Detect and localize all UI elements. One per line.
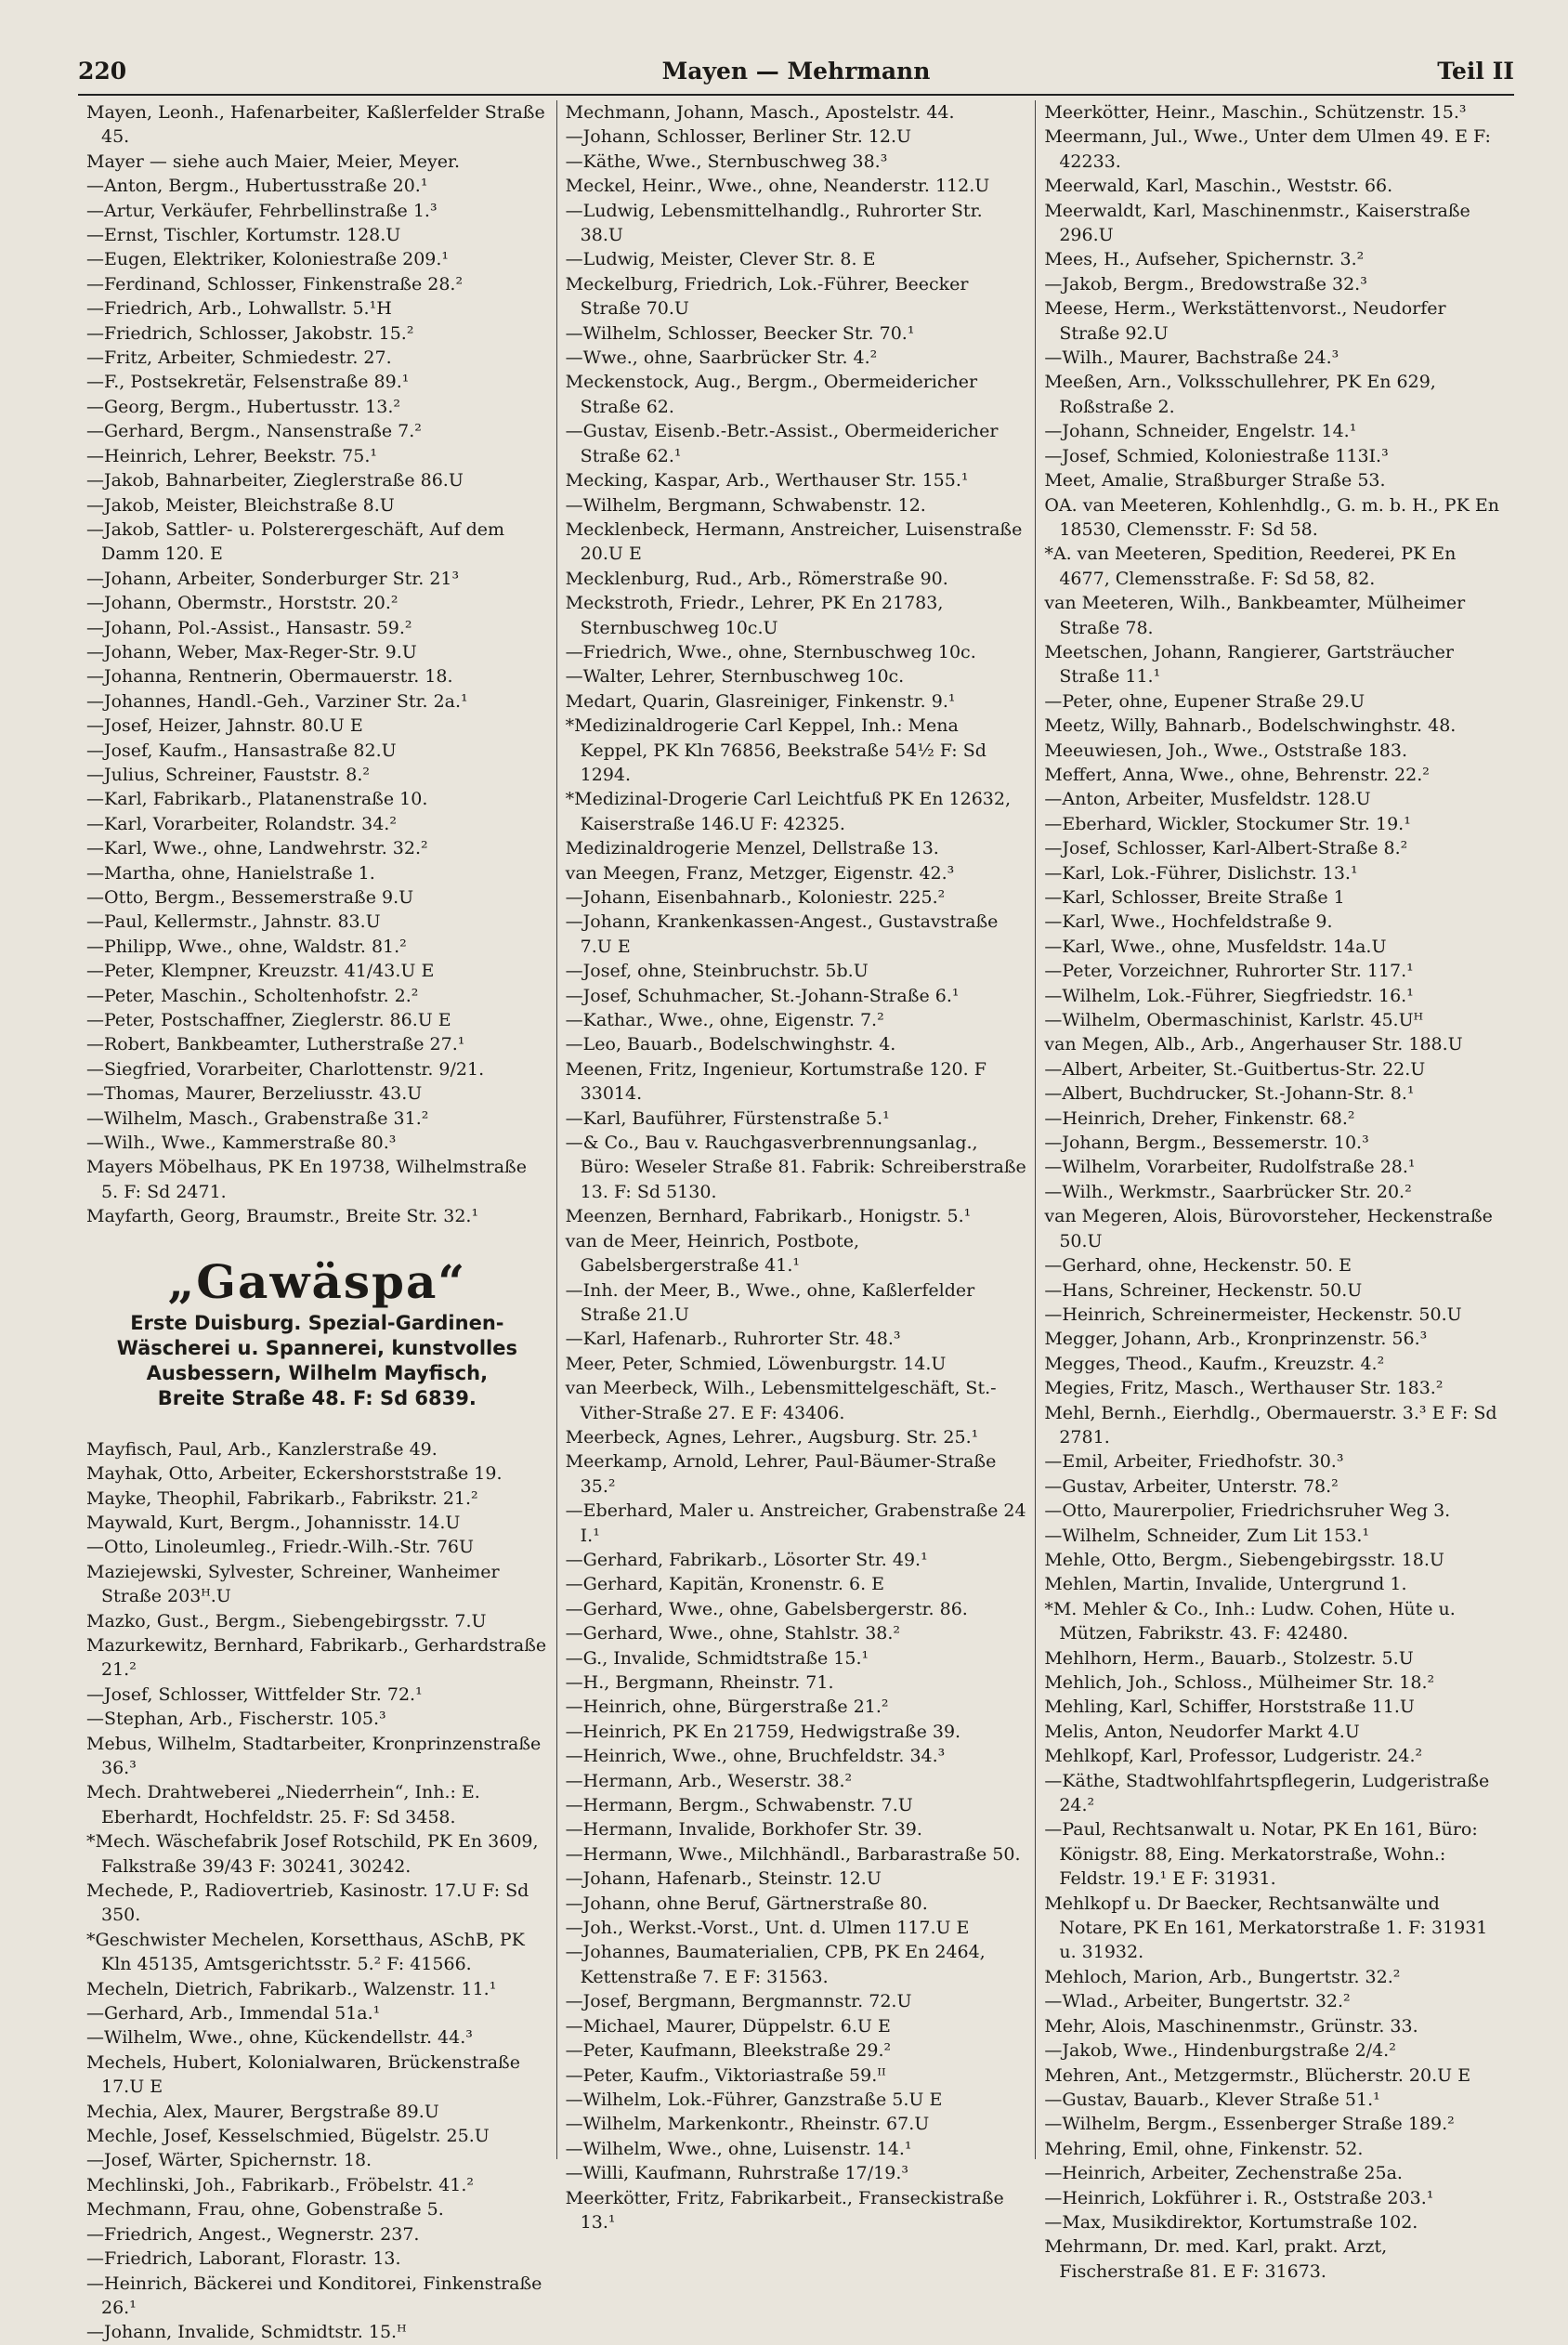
directory-entry: —Heinrich, PK En 21759, Hedwigstraße 39. bbox=[565, 1721, 961, 1742]
directory-entry: —Gerhard, ohne, Heckenstr. 50. E bbox=[1044, 1255, 1352, 1277]
directory-entry: —Friedrich, Schlosser, Jakobstr. 15.² bbox=[86, 322, 414, 344]
directory-entry: —Johanna, Rentnerin, Obermauerstr. 18. bbox=[86, 666, 453, 688]
directory-entry: Mecklenburg, Rud., Arb., Römerstraße 90. bbox=[565, 568, 948, 589]
page-header bbox=[78, 58, 1514, 95]
column-3 bbox=[1035, 100, 1514, 2282]
directory-entry: —Otto, Maurerpolier, Friedrichsruher Weg 3. bbox=[1044, 1500, 1451, 1522]
directory-entry: —Karl, Fabrikarb., Platanenstraße 10. bbox=[86, 789, 428, 810]
directory-entry: —Paul, Rechtsanwalt u. Notar, PK En 161, Büro: Königstr. 88, Eing. Merkatorstraße, Wohn.: Feldstr. 19.¹ E F: 31931. bbox=[1044, 1819, 1478, 1890]
directory-entry: Meerwaldt, Karl, Maschinenmstr., Kaiserstraße 296.U bbox=[1044, 200, 1470, 246]
directory-entry: —Johann, Schneider, Engelstr. 14.¹ bbox=[1044, 421, 1357, 442]
directory-entry: van Megeren, Alois, Bürovorsteher, Heckenstraße 50.U bbox=[1044, 1206, 1493, 1251]
directory-entry: Mayke, Theophil, Fabrikarb., Fabrikstr. 21.² bbox=[86, 1487, 478, 1509]
directory-entry: Maywald, Kurt, Bergm., Johannisstr. 14.U bbox=[86, 1512, 461, 1533]
directory-entry: —Friedrich, Wwe., ohne, Sternbuschweg 10c. bbox=[565, 641, 976, 662]
directory-entry: —Jakob, Wwe., Hindenburgstraße 2/4.² bbox=[1044, 2040, 1396, 2062]
directory-entry: —Willi, Kaufmann, Ruhrstraße 17/19.³ bbox=[565, 2163, 908, 2184]
ad-line: Erste Duisburg. Spezial-Gardinen- bbox=[130, 1311, 504, 1334]
directory-entry: Mehle, Otto, Bergm., Siebengebirgsstr. 18.U bbox=[1044, 1549, 1444, 1570]
directory-entry: Mehrmann, Dr. med. Karl, prakt. Arzt, Fischerstraße 81. E F: 31673. bbox=[1044, 2236, 1388, 2282]
directory-entry: Mehlkopf, Karl, Professor, Ludgeristr. 24.² bbox=[1044, 1746, 1423, 1767]
directory-entry: —Hermann, Invalide, Borkhofer Str. 39. bbox=[565, 1819, 922, 1841]
directory-entry: Mehring, Emil, ohne, Finkenstr. 52. bbox=[1044, 2138, 1364, 2159]
directory-entry: —Johann, Schlosser, Berliner Str. 12.U bbox=[565, 126, 912, 148]
directory-entry: Medizinaldrogerie Menzel, Dellstraße 13. bbox=[565, 838, 939, 859]
directory-entry: —Otto, Bergm., Bessemerstraße 9.U bbox=[86, 887, 414, 908]
directory-entry: —Emil, Arbeiter, Friedhofstr. 30.³ bbox=[1044, 1451, 1344, 1473]
directory-entry: —Käthe, Wwe., Sternbuschweg 38.³ bbox=[565, 151, 888, 172]
directory-entry: Mebus, Wilhelm, Stadtarbeiter, Kronprinzenstraße 36.³ bbox=[86, 1733, 542, 1778]
directory-entry: Mayfisch, Paul, Arb., Kanzlerstraße 49. bbox=[86, 1438, 438, 1460]
directory-entry: Megges, Theod., Kaufm., Kreuzstr. 4.² bbox=[1044, 1353, 1385, 1374]
directory-entry: —Gustav, Bauarb., Klever Straße 51.¹ bbox=[1044, 2089, 1380, 2110]
directory-entry: —Eberhard, Maler u. Anstreicher, Grabenstraße 24 I.¹ bbox=[565, 1500, 1026, 1546]
directory-entry: Meet, Amalie, Straßburger Straße 53. bbox=[1044, 470, 1386, 491]
directory-entry: Mechle, Josef, Kesselschmied, Bügelstr. 25.U bbox=[86, 2126, 490, 2147]
directory-entry: Mehren, Ant., Metzgermstr., Blücherstr. 20.U E bbox=[1044, 2064, 1471, 2086]
directory-entry: —Hermann, Wwe., Milchhändl., Barbarastraße 50. bbox=[565, 1843, 1021, 1865]
directory-entry: —Johann, Hafenarb., Steinstr. 12.U bbox=[565, 1868, 882, 1890]
directory-entry: Mechels, Hubert, Kolonialwaren, Brückenstraße 17.U E bbox=[86, 2051, 520, 2098]
ad-line: Ausbessern, Wilhelm Mayfisch, bbox=[146, 1361, 489, 1384]
directory-entry: —Karl, Vorarbeiter, Rolandstr. 34.² bbox=[86, 813, 397, 834]
directory-entry: —Wilhelm, Lok.-Führer, Ganzstraße 5.U E bbox=[565, 2089, 943, 2110]
directory-entry: —Josef, Schlosser, Karl-Albert-Straße 8.² bbox=[1044, 838, 1408, 859]
directory-entry: Mayen, Leonh., Hafenarbeiter, Kaßlerfelder Straße 45. bbox=[86, 102, 545, 148]
directory-entry: —Wilhelm, Masch., Grabenstraße 31.² bbox=[86, 1107, 429, 1129]
part-label: Teil II bbox=[1437, 58, 1514, 85]
directory-entry: Meerwald, Karl, Maschin., Weststr. 66. bbox=[1044, 176, 1393, 197]
directory-entry: —Josef, Heizer, Jahnstr. 80.U E bbox=[86, 715, 363, 737]
directory-entry: *Medizinaldrogerie Carl Keppel, Inh.: Mena Keppel, PK Kln 76856, Beekstraße 54½ F: Sd 1294. bbox=[565, 715, 987, 785]
directory-entry: —Peter, Vorzeichner, Ruhrorter Str. 117.¹ bbox=[1044, 961, 1414, 982]
directory-entry: —Gerhard, Wwe., ohne, Gabelsbergerstr. 86. bbox=[565, 1598, 968, 1619]
directory-entry: Meeßen, Arn., Volksschullehrer, PK En 629, Roßstraße 2. bbox=[1044, 372, 1436, 417]
directory-entry: —Eberhard, Wickler, Stockumer Str. 19.¹ bbox=[1044, 813, 1411, 834]
directory-entry: —Heinrich, Arbeiter, Zechenstraße 25a. bbox=[1044, 2163, 1403, 2184]
directory-entry: —Jakob, Bahnarbeiter, Zieglerstraße 86.U bbox=[86, 470, 464, 491]
directory-entry: —Käthe, Stadtwohlfahrtspflegerin, Ludgeristraße 24.² bbox=[1044, 1770, 1490, 1816]
directory-entry: —Eugen, Elektriker, Koloniestraße 209.¹ bbox=[86, 249, 450, 270]
directory-entry: Mazurkewitz, Bernhard, Fabrikarb., Gerhardstraße 21.² bbox=[86, 1634, 547, 1681]
directory-entry: —Joh., Werkst.-Vorst., Unt. d. Ulmen 117.U E bbox=[565, 1918, 970, 1939]
directory-entry: Meetz, Willy, Bahnarb., Bodelschwinghstr. 48. bbox=[1044, 715, 1457, 737]
directory-entry: —Philipp, Wwe., ohne, Waldstr. 81.² bbox=[86, 936, 407, 957]
directory-entry: Mehlkopf u. Dr Baecker, Rechtsanwälte und Notare, PK En 161, Merkatorstraße 1. F: 31931 u. 31932. bbox=[1044, 1893, 1488, 1963]
directory-entry: —Johann, Invalide, Schmidtstr. 15.ᴴ bbox=[86, 2322, 407, 2343]
directory-entry: —Josef, Wärter, Spichernstr. 18. bbox=[86, 2150, 372, 2171]
directory-entry: —Walter, Lehrer, Sternbuschweg 10c. bbox=[565, 666, 905, 688]
directory-entry: Mayfarth, Georg, Braumstr., Breite Str. 32.¹ bbox=[86, 1206, 479, 1227]
column-1-entries bbox=[86, 100, 548, 1229]
directory-entry: Meffert, Anna, Wwe., ohne, Behrenstr. 22.² bbox=[1044, 764, 1430, 785]
directory-entry: —Johann, ohne Beruf, Gärtnerstraße 80. bbox=[565, 1893, 928, 1914]
directory-entry: —Inh. der Meer, B., Wwe., ohne, Kaßlerfelder Straße 21.U bbox=[565, 1279, 975, 1325]
directory-entry: Melis, Anton, Neudorfer Markt 4.U bbox=[1044, 1721, 1360, 1742]
column-3-entries bbox=[1044, 100, 1506, 2284]
directory-entry: —Georg, Bergm., Hubertusstr. 13.² bbox=[86, 396, 400, 417]
directory-entry: —Karl, Lok.-Führer, Dislichstr. 13.¹ bbox=[1044, 862, 1358, 884]
directory-entry: van Meegen, Franz, Metzger, Eigenstr. 42.³ bbox=[565, 862, 955, 884]
directory-entry: —Wilhelm, Schlosser, Beecker Str. 70.¹ bbox=[565, 322, 915, 344]
directory-entry: —Leo, Bauarb., Bodelschwinghstr. 4. bbox=[565, 1034, 896, 1055]
directory-entry: —Wilh., Werkmstr., Saarbrücker Str. 20.² bbox=[1044, 1181, 1412, 1202]
directory-entry: Meerkötter, Heinr., Maschin., Schützenstr. 15.³ bbox=[1044, 102, 1467, 123]
directory-entry: Mehling, Karl, Schiffer, Horststraße 11.U bbox=[1044, 1697, 1415, 1718]
directory-entry: Mehloch, Marion, Arb., Bungertstr. 32.² bbox=[1044, 1966, 1401, 1987]
directory-entry: —Hans, Schreiner, Heckenstr. 50.U bbox=[1044, 1279, 1363, 1301]
directory-entry: —Hermann, Bergm., Schwabenstr. 7.U bbox=[565, 1795, 913, 1816]
directory-entry: Meckelburg, Friedrich, Lok.-Führer, Beecker Straße 70.U bbox=[565, 273, 969, 320]
directory-entry: Medart, Quarin, Glasreiniger, Finkenstr. 9.¹ bbox=[565, 690, 956, 712]
directory-entry: Mechia, Alex, Maurer, Bergstraße 89.U bbox=[86, 2101, 439, 2122]
directory-entry: —Karl, Wwe., ohne, Musfeldstr. 14a.U bbox=[1044, 936, 1387, 957]
directory-entry: —Johann, Krankenkassen-Angest., Gustavstraße 7.U E bbox=[565, 911, 999, 957]
directory-entry: Mecheln, Dietrich, Fabrikarb., Walzenstr. 11.¹ bbox=[86, 1978, 497, 1999]
directory-entry: Mees, H., Aufseher, Spichernstr. 3.² bbox=[1044, 249, 1365, 270]
directory-entry: van Meeteren, Wilh., Bankbeamter, Mülheimer Straße 78. bbox=[1044, 593, 1466, 638]
directory-entry: *Geschwister Mechelen, Korsetthaus, ASchB, PK Kln 45135, Amtsgerichtsstr. 5.² F: 41566. bbox=[86, 1929, 525, 1975]
column-2 bbox=[556, 100, 1036, 2233]
directory-entry: —Gerhard, Bergm., Nansenstraße 7.² bbox=[86, 421, 422, 442]
directory-entry: —Wilhelm, Bergm., Essenberger Straße 189.² bbox=[1044, 2114, 1455, 2135]
directory-entry: —Artur, Verkäufer, Fehrbellinstraße 1.³ bbox=[86, 200, 438, 221]
directory-entry: —Peter, ohne, Eupener Straße 29.U bbox=[1044, 690, 1365, 712]
directory-entry: —Ernst, Tischler, Kortumstr. 128.U bbox=[86, 225, 401, 246]
directory-entry: —Heinrich, Bäckerei und Konditorei, Finkenstraße 26.¹ bbox=[86, 2273, 542, 2318]
directory-entry: —Wilhelm, Obermaschinist, Karlstr. 45.Uᴴ bbox=[1044, 1010, 1424, 1031]
directory-entry: —Gerhard, Arb., Immendal 51a.¹ bbox=[86, 2003, 381, 2024]
directory-entry: —Thomas, Maurer, Berzeliusstr. 43.U bbox=[86, 1083, 423, 1105]
directory-entry: Meckel, Heinr., Wwe., ohne, Neanderstr. 112.U bbox=[565, 176, 990, 197]
directory-entry: *Medizinal-Drogerie Carl Leichtfuß PK En 12632, Kaiserstraße 146.U F: 42325. bbox=[565, 789, 1012, 834]
directory-entry: Mayers Möbelhaus, PK En 19738, Wilhelmstraße 5. F: Sd 2471. bbox=[86, 1157, 527, 1202]
directory-entry: —Martha, ohne, Hanielstraße 1. bbox=[86, 862, 375, 884]
directory-entry: —Josef, Schuhmacher, St.-Johann-Straße 6.¹ bbox=[565, 985, 960, 1006]
directory-entry: —Anton, Bergm., Hubertusstraße 20.¹ bbox=[86, 176, 428, 197]
directory-entry: Mechlinski, Joh., Fabrikarb., Fröbelstr. 41.² bbox=[86, 2174, 475, 2195]
directory-entry: —Heinrich, Dreher, Finkenstr. 68.² bbox=[1044, 1107, 1355, 1129]
directory-entry: Mayer — siehe auch Maier, Meier, Meyer. bbox=[86, 151, 460, 172]
directory-entry: —Karl, Wwe., Hochfeldstraße 9. bbox=[1044, 911, 1333, 933]
directory-entry: —Friedrich, Arb., Lohwallstr. 5.¹H bbox=[86, 298, 392, 320]
directory-entry: —Johann, Pol.-Assist., Hansastr. 59.² bbox=[86, 617, 412, 638]
directory-page bbox=[78, 58, 1514, 2343]
directory-entry: —Ludwig, Meister, Clever Str. 8. E bbox=[565, 249, 876, 270]
directory-entry: —Peter, Kaufmann, Bleekstraße 29.² bbox=[565, 2040, 892, 2062]
directory-entry: Mechmann, Johann, Masch., Apostelstr. 44. bbox=[565, 102, 955, 123]
directory-entry: Meenzen, Bernhard, Fabrikarb., Honigstr. 5.¹ bbox=[565, 1206, 972, 1227]
directory-entry: Mayhak, Otto, Arbeiter, Eckershorststraße 19. bbox=[86, 1463, 503, 1485]
directory-entry: Meerbeck, Agnes, Lehrer., Augsburg. Str. 25.¹ bbox=[565, 1426, 979, 1448]
directory-entry: —Gerhard, Wwe., ohne, Stahlstr. 38.² bbox=[565, 1623, 901, 1644]
directory-entry: —Heinrich, Schreinermeister, Heckenstr. 50.U bbox=[1044, 1304, 1462, 1325]
directory-entry: —G., Invalide, Schmidtstraße 15.¹ bbox=[565, 1647, 869, 1669]
ad-brand: „Gawäspa“ bbox=[167, 1253, 467, 1309]
directory-entry: —Heinrich, ohne, Bürgerstraße 21.² bbox=[565, 1697, 889, 1718]
directory-entry: Meermann, Jul., Wwe., Unter dem Ulmen 49. E F: 42233. bbox=[1044, 126, 1491, 172]
directory-entry: Meerkamp, Arnold, Lehrer, Paul-Bäumer-Straße 35.² bbox=[565, 1451, 997, 1497]
directory-entry: —Anton, Arbeiter, Musfeldstr. 128.U bbox=[1044, 789, 1371, 810]
columns bbox=[78, 100, 1514, 2343]
directory-entry: —Albert, Arbeiter, St.-Guitbertus-Str. 22.U bbox=[1044, 1058, 1426, 1080]
directory-entry: —Josef, ohne, Steinbruchstr. 5b.U bbox=[565, 961, 869, 982]
directory-entry: —Peter, Klempner, Kreuzstr. 41/43.U E bbox=[86, 961, 435, 982]
directory-entry: —& Co., Bau v. Rauchgasverbrennungsanlag., Büro: Weseler Straße 81. Fabrik: Schreiberstraße 13. F: Sd 5130. bbox=[565, 1133, 1026, 1202]
directory-entry: Mehl, Bernh., Eierhdlg., Obermauerstr. 3.³ E F: Sd 2781. bbox=[1044, 1402, 1497, 1448]
directory-entry: Meer, Peter, Schmied, Löwenburgstr. 14.U bbox=[565, 1353, 947, 1374]
directory-entry: Mechede, P., Radiovertrieb, Kasinostr. 17.U F: Sd 350. bbox=[86, 1880, 529, 1926]
directory-entry: —Wilh., Maurer, Bachstraße 24.³ bbox=[1044, 347, 1339, 369]
directory-entry: —Jakob, Meister, Bleichstraße 8.U bbox=[86, 494, 395, 516]
directory-entry: —Johannes, Baumaterialien, CPB, PK En 2464, Kettenstraße 7. E F: 31563. bbox=[565, 1942, 986, 1987]
header-rule bbox=[78, 94, 1514, 96]
directory-entry: Mehlhorn, Herm., Bauarb., Stolzestr. 5.U bbox=[1044, 1647, 1414, 1669]
directory-entry: Meetschen, Johann, Rangierer, Gartsträucher Straße 11.¹ bbox=[1044, 641, 1454, 688]
column-1-entries-after-ad bbox=[86, 1437, 548, 2345]
ad-line: Breite Straße 48. F: Sd 6839. bbox=[157, 1386, 477, 1409]
directory-entry: —Wilhelm, Schneider, Zum Lit 153.¹ bbox=[1044, 1525, 1370, 1546]
directory-entry: OA. van Meeteren, Kohlenhdlg., G. m. b. H., PK En 18530, Clemensstr. F: Sd 58. bbox=[1044, 494, 1499, 540]
directory-entry: Meckenstock, Aug., Bergm., Obermeidericher Straße 62. bbox=[565, 372, 978, 417]
directory-entry: —Otto, Linoleumleg., Friedr.-Wilh.-Str. 76U bbox=[86, 1537, 475, 1558]
directory-entry: —Johannes, Handl.-Geh., Varziner Str. 2a.¹ bbox=[86, 690, 468, 712]
directory-entry: Meese, Herm., Werkstättenvorst., Neudorfer Straße 92.U bbox=[1044, 298, 1446, 344]
advertisement-box bbox=[86, 1253, 548, 1411]
directory-entry: —Wilhelm, Markenkontr., Rheinstr. 67.U bbox=[565, 2114, 930, 2135]
directory-entry: *A. van Meeteren, Spedition, Reederei, PK En 4677, Clemensstraße. F: Sd 58, 82. bbox=[1044, 544, 1457, 589]
directory-entry: —Johann, Obermstr., Horststr. 20.² bbox=[86, 593, 399, 614]
directory-entry: Meeuwiesen, Joh., Wwe., Oststraße 183. bbox=[1044, 740, 1408, 761]
directory-entry: —Max, Musikdirektor, Kortumstraße 102. bbox=[1044, 2211, 1418, 2233]
directory-entry: Mehr, Alois, Maschinenmstr., Grünstr. 33. bbox=[1044, 2015, 1418, 2037]
directory-entry: —Josef, Bergmann, Bergmannstr. 72.U bbox=[565, 1991, 912, 2012]
directory-entry: Mecklenbeck, Hermann, Anstreicher, Luisenstraße 20.U E bbox=[565, 518, 1023, 565]
directory-entry: —Michael, Maurer, Düppelstr. 6.U E bbox=[565, 2015, 891, 2037]
directory-entry: —F., Postsekretär, Felsenstraße 89.¹ bbox=[86, 372, 410, 393]
directory-entry: —Wilhelm, Bergmann, Schwabenstr. 12. bbox=[565, 494, 926, 516]
directory-entry: Megger, Johann, Arb., Kronprinzenstr. 56.³ bbox=[1044, 1329, 1428, 1350]
directory-entry: —Johann, Eisenbahnarb., Koloniestr. 225.² bbox=[565, 887, 946, 908]
directory-entry: Mech. Drahtweberei „Niederrhein“, Inh.: E. Eberhardt, Hochfeldstr. 25. F: Sd 3458. bbox=[86, 1782, 480, 1828]
directory-entry: —Stephan, Arb., Fischerstr. 105.³ bbox=[86, 1709, 386, 1730]
directory-entry: —H., Bergmann, Rheinstr. 71. bbox=[565, 1672, 834, 1693]
directory-entry: —Paul, Kellermstr., Jahnstr. 83.U bbox=[86, 911, 381, 933]
directory-entry: —Wilhelm, Lok.-Führer, Siegfriedstr. 16.¹ bbox=[1044, 985, 1414, 1006]
directory-entry: —Heinrich, Lehrer, Beekstr. 75.¹ bbox=[86, 445, 377, 466]
directory-entry: —Josef, Schlosser, Wittfelder Str. 72.¹ bbox=[86, 1683, 423, 1705]
directory-entry: —Peter, Kaufm., Viktoriastraße 59.ᴵᴵ bbox=[565, 2064, 886, 2086]
directory-entry: —Johann, Weber, Max-Reger-Str. 9.U bbox=[86, 641, 417, 662]
directory-entry: Meenen, Fritz, Ingenieur, Kortumstraße 120. F 33014. bbox=[565, 1058, 987, 1105]
directory-entry: van Megen, Alb., Arb., Angerhauser Str. 188.U bbox=[1044, 1034, 1463, 1055]
directory-entry: —Hermann, Arb., Weserstr. 38.² bbox=[565, 1770, 853, 1791]
directory-entry: —Peter, Postschaffner, Zieglerstr. 86.U E bbox=[86, 1010, 451, 1031]
directory-entry: *M. Mehler & Co., Inh.: Ludw. Cohen, Hüte u. Mützen, Fabrikstr. 43. F: 42480. bbox=[1044, 1598, 1456, 1644]
directory-entry: van Meerbeck, Wilh., Lebensmittelgeschäft, St.-Vither-Straße 27. E F: 43406. bbox=[565, 1378, 997, 1423]
directory-entry: —Gerhard, Fabrikarb., Lösorter Str. 49.¹ bbox=[565, 1549, 928, 1570]
directory-entry: —Siegfried, Vorarbeiter, Charlottenstr. 9/21. bbox=[86, 1058, 485, 1080]
directory-entry: van de Meer, Heinrich, Postbote, Gabelsbergerstraße 41.¹ bbox=[565, 1230, 860, 1277]
directory-entry: —Ferdinand, Schlosser, Finkenstraße 28.² bbox=[86, 273, 464, 295]
running-title: Mayen — Mehrmann bbox=[661, 58, 931, 85]
directory-entry: —Friedrich, Laborant, Florastr. 13. bbox=[86, 2248, 401, 2270]
directory-entry: Mazko, Gust., Bergm., Siebengebirgsstr. 7.U bbox=[86, 1610, 487, 1631]
directory-entry: Mechmann, Frau, ohne, Gobenstraße 5. bbox=[86, 2199, 444, 2221]
directory-entry: —Gerhard, Kapitän, Kronenstr. 6. E bbox=[565, 1574, 885, 1595]
directory-entry: —Kathar., Wwe., ohne, Eigenstr. 7.² bbox=[565, 1010, 884, 1031]
directory-entry: —Josef, Kaufm., Hansastraße 82.U bbox=[86, 740, 397, 761]
directory-entry: —Jakob, Sattler- u. Polsterergeschäft, Auf dem Damm 120. E bbox=[86, 518, 505, 565]
directory-entry: Megies, Fritz, Masch., Werthauser Str. 183.² bbox=[1044, 1378, 1444, 1399]
directory-entry: Meckstroth, Friedr., Lehrer, PK En 21783, Sternbuschweg 10c.U bbox=[565, 593, 944, 638]
directory-entry: —Jakob, Bergm., Bredowstraße 32.³ bbox=[1044, 273, 1367, 295]
directory-entry: —Peter, Maschin., Scholtenhofstr. 2.² bbox=[86, 985, 419, 1006]
directory-entry: —Heinrich, Wwe., ohne, Bruchfeldstr. 34.³ bbox=[565, 1746, 946, 1767]
directory-entry: —Wwe., ohne, Saarbrücker Str. 4.² bbox=[565, 347, 878, 369]
directory-entry: —Friedrich, Angest., Wegnerstr. 237. bbox=[86, 2223, 420, 2245]
directory-entry: —Johann, Arbeiter, Sonderburger Str. 21³ bbox=[86, 568, 460, 589]
directory-entry: —Heinrich, Lokführer i. R., Oststraße 203.¹ bbox=[1044, 2187, 1434, 2208]
directory-entry: —Albert, Buchdrucker, St.-Johann-Str. 8.¹ bbox=[1044, 1083, 1415, 1105]
ad-line: Wäscherei u. Spannerei, kunstvolles bbox=[116, 1336, 517, 1359]
directory-entry: —Karl, Hafenarb., Ruhrorter Str. 48.³ bbox=[565, 1329, 901, 1350]
directory-entry: Mehlich, Joh., Schloss., Mülheimer Str. 18.² bbox=[1044, 1672, 1435, 1693]
directory-entry: —Wilh., Wwe., Kammerstraße 80.³ bbox=[86, 1133, 397, 1154]
directory-entry: —Ludwig, Lebensmittelhandlg., Ruhrorter Str. 38.U bbox=[565, 200, 983, 246]
directory-entry: —Karl, Wwe., ohne, Landwehrstr. 32.² bbox=[86, 838, 428, 859]
directory-entry: *Mech. Wäschefabrik Josef Rotschild, PK En 3609, Falkstraße 39/43 F: 30241, 30242. bbox=[86, 1831, 539, 1877]
page-number: 220 bbox=[78, 58, 127, 85]
directory-entry: Mecking, Kaspar, Arb., Werthauser Str. 155.¹ bbox=[565, 470, 969, 491]
directory-entry: —Josef, Schmied, Koloniestraße 113I.³ bbox=[1044, 445, 1389, 466]
directory-entry: Mehlen, Martin, Invalide, Untergrund 1. bbox=[1044, 1574, 1407, 1595]
directory-entry: —Wilhelm, Wwe., ohne, Luisenstr. 14.¹ bbox=[565, 2138, 912, 2159]
directory-entry: —Robert, Bankbeamter, Lutherstraße 27.¹ bbox=[86, 1034, 465, 1055]
directory-entry: —Karl, Schlosser, Breite Straße 1 bbox=[1044, 887, 1345, 908]
directory-entry: —Gustav, Arbeiter, Unterstr. 78.² bbox=[1044, 1475, 1339, 1497]
column-2-entries bbox=[566, 100, 1027, 2234]
directory-entry: Meerkötter, Fritz, Fabrikarbeit., Franseckistraße 13.¹ bbox=[565, 2187, 1004, 2233]
directory-entry: —Johann, Bergm., Bessemerstr. 10.³ bbox=[1044, 1133, 1369, 1154]
directory-entry: —Wlad., Arbeiter, Bungertstr. 32.² bbox=[1044, 1991, 1351, 2012]
directory-entry: —Fritz, Arbeiter, Schmiedestr. 27. bbox=[86, 347, 392, 369]
directory-entry: —Wilhelm, Vorarbeiter, Rudolfstraße 28.¹ bbox=[1044, 1157, 1416, 1178]
directory-entry: —Karl, Bauführer, Fürstenstraße 5.¹ bbox=[565, 1107, 890, 1129]
directory-entry: —Julius, Schreiner, Fauststr. 8.² bbox=[86, 764, 370, 785]
directory-entry: —Wilhelm, Wwe., ohne, Kückendellstr. 44.³ bbox=[86, 2027, 473, 2049]
directory-entry: Maziejewski, Sylvester, Schreiner, Wanheimer Straße 203ᴴ.U bbox=[86, 1561, 500, 1607]
column-1 bbox=[78, 100, 556, 2343]
directory-entry: —Gustav, Eisenb.-Betr.-Assist., Obermeidericher Straße 62.¹ bbox=[565, 421, 999, 466]
